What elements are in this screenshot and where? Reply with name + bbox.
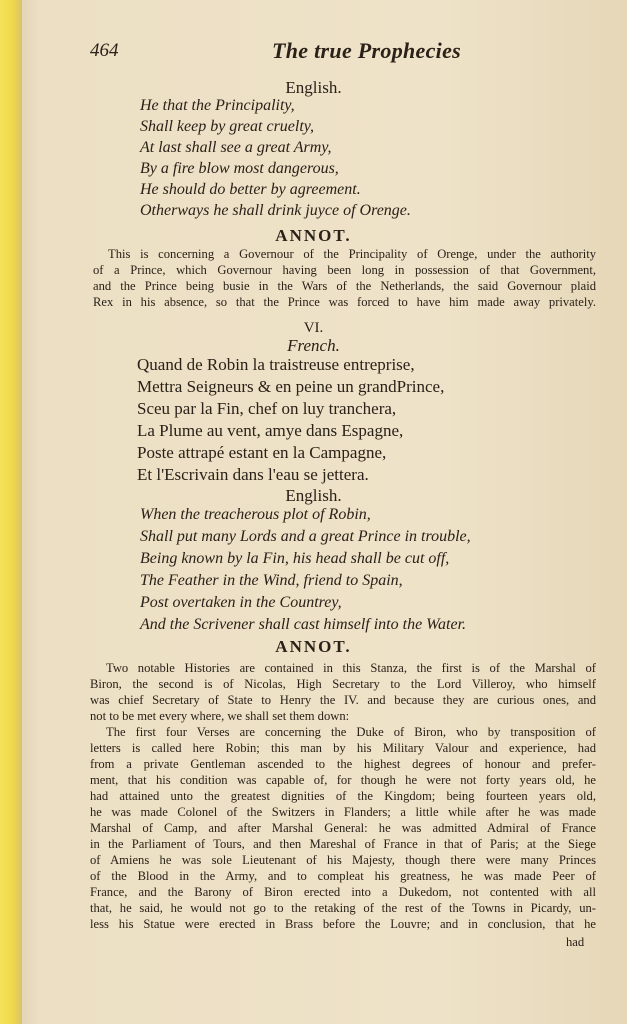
page-edge [0,0,22,1024]
verse1-heading: English. [285,78,342,97]
verse-line: When the treacherous plot of Robin, [140,506,371,523]
verse-line: Post overtaken in the Countrey, [140,594,342,611]
prose-line: he was made Colonel of the Switzers in Flanders; a little while after he was made [90,805,596,819]
catchword: had [566,935,585,949]
verse-line: Et l'Escrivain dans l'eau se jettera. [137,465,369,484]
verse-line: Shall put many Lords and a great Prince in trouble, [140,528,471,545]
prose-line: less his Statue were erected in Brass before the Louvre; and in conclusion, that he [90,917,596,931]
prose-line: that, he said, he would not go to the retaking of the rest of the Towns in Picardy, un- [90,901,596,915]
prose-line: of Amiens he was sole Lieutenant of his Majesty, though there were many Princes [90,853,596,867]
verse-line: The Feather in the Wind, friend to Spain, [140,572,403,589]
annot1-heading: ANNOT. [275,226,352,245]
french-heading: French. [287,336,340,355]
english-heading: English. [285,486,342,505]
prose-line: This is concerning a Governour of the Principality of Orenge, under the authority [108,247,596,261]
verse-line: By a fire blow most dangerous, [140,160,339,177]
verse-line: Shall keep by great cruelty, [140,118,315,135]
running-title: The true Prophecies [272,38,462,63]
prose-line: Two notable Histories are contained in this Stanza, the first is of the Marshal of [106,661,596,675]
annot2-heading: ANNOT. [275,637,352,656]
prose-line: was chief Secretary of State to Henry the IV. and because they are curious ones, and [90,693,596,707]
prose-line: Rex in his absence, so that the Prince was forced to have him made away privately. [93,295,596,309]
verse-line: He that the Principality, [140,97,295,114]
prose-line: The first four Verses are concerning the Duke of Biron, who by transposition of [106,725,596,739]
prose-line: not to be met every where, we shall set them down: [90,709,350,723]
verse-line: He should do better by agreement. [140,181,361,198]
prose-line: had attained unto the greatest dignities of the Kingdom; being fourteen years old, [90,789,596,803]
verse-line: Mettra Seigneurs & en peine un grandPrince, [137,377,445,396]
prose-line: in the Parliament of Tours, and then Mareshal of France in that of Paris; at the Siege [90,837,596,851]
verse-line: Otherways he shall drink juyce of Orenge. [140,202,411,219]
verse-line: Quand de Robin la traistreuse entreprise, [137,355,415,374]
prose-line: Biron, the second is of Nicolas, High Secretary to the Lord Villeroy, who himself [90,677,596,691]
page-number: 464 [90,40,119,61]
prose-line: and the Prince being busie in the Wars of the Netherlands, the said Governour plaid [93,279,596,293]
prose-line: ment, that his condition was capable of, for though he were not forty years old, he [90,773,596,787]
verse-line: La Plume au vent, amye dans Espagne, [137,421,404,440]
prose-line: of the Blood in the Army, and to compleat his greatness, he was made Peer of [90,869,596,883]
verse-line: Sceu par la Fin, chef on luy tranchera, [137,399,397,418]
verse-line: And the Scrivener shall cast himself into the Water. [140,616,467,633]
verse-line: Being known by la Fin, his head shall be cut off, [140,550,450,567]
verse-line: Poste attrapé estant en la Campagne, [137,443,387,462]
prose-line: France, and the Barony of Biron erected into a Dukedom, not contented with all [90,885,596,899]
prose-line: of a Prince, which Governour having been long in possession of that Government, [93,263,596,277]
prose-line: Marshal of Camp, and after Marshal General: he was admitted Admiral of France [90,821,596,835]
prose-line: letters is called here Robin; this man by his Military Valour and experience, had [90,741,596,755]
prose-line: from a private Gentleman ascended to the highest degrees of honour and prefer- [90,757,596,771]
verse-line: At last shall see a great Army, [140,139,332,156]
stanza-number: VI. [303,320,324,336]
